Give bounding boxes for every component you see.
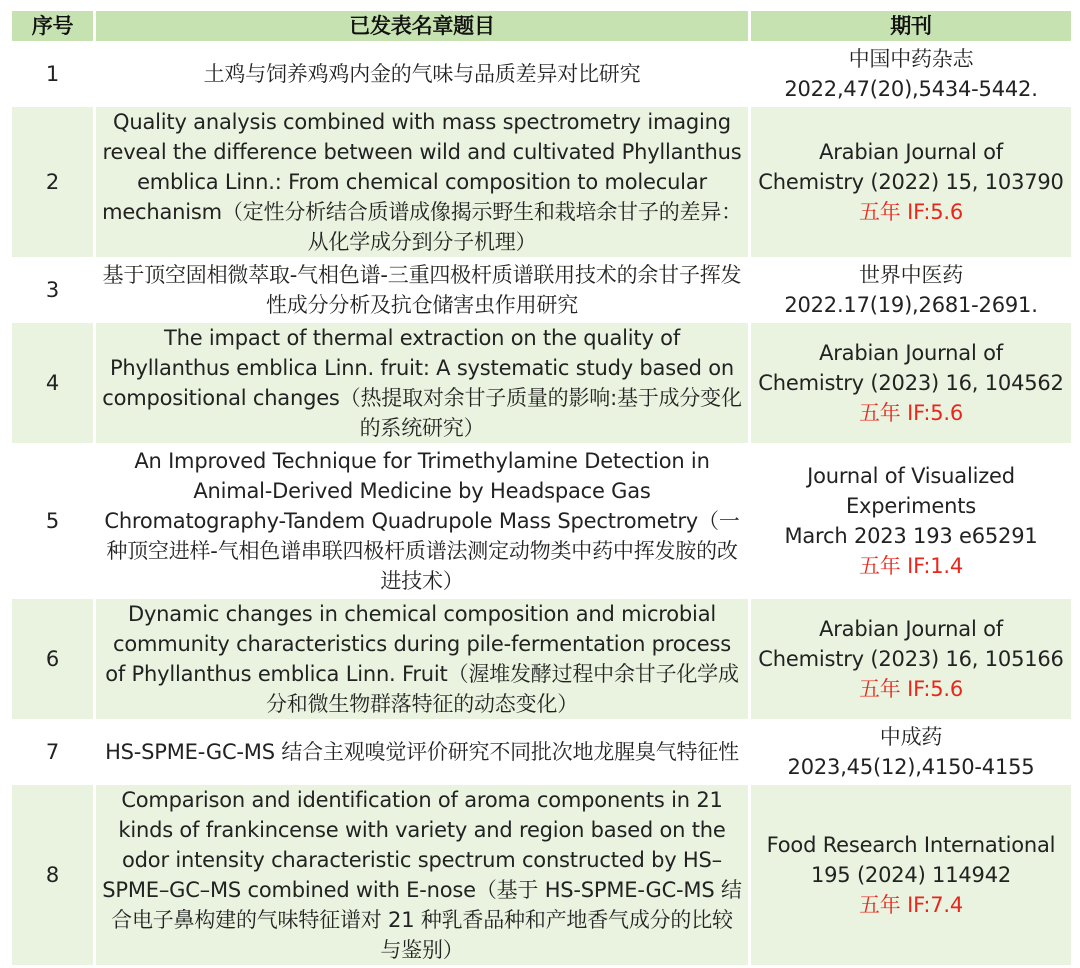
row-journal xyxy=(750,322,1073,445)
row-title: The impact of thermal extraction on the quality of Phyllanthus emblica Linn. fruit: A systematic study based on compositional changes（热提取对余甘子质量的影响:基于成分变化的系统研究） xyxy=(95,322,750,445)
header-index: 序号 xyxy=(11,10,95,43)
journal-line: March 2023 193 e65291 xyxy=(784,524,1038,548)
table-row xyxy=(11,322,1073,445)
publications-table xyxy=(9,8,1074,968)
row-title: An Improved Technique for Trimethylamine Detection in Animal-Derived Medicine by Headspace Gas Chromatography-Tandem Quadrupole Mass Spectrometry（一种顶空进样-气相色谱串联四极杆质谱法测定动物类中药中挥发胺的改进技术） xyxy=(95,445,750,598)
row-title: 基于顶空固相微萃取-气相色谱-三重四极杆质谱联用技术的余甘子挥发性成分分析及抗仓储害虫作用研究 xyxy=(95,259,750,322)
journal-line: Arabian Journal of xyxy=(819,617,1003,641)
journal-line: Chemistry (2023) 16, 105166 xyxy=(758,647,1064,671)
journal-line: 世界中医药 xyxy=(859,263,963,287)
row-index: 1 xyxy=(11,43,95,106)
row-title: Quality analysis combined with mass spectrometry imaging reveal the difference between wild and cultivated Phyllanthus emblica Linn.: From chemical composition to molecular mechanism（定性分析结合质谱成像揭示野生和栽培余甘子的差异：从化学成分到分子机理） xyxy=(95,106,750,259)
journal-line: 中成药 xyxy=(879,725,943,749)
impact-factor: 五年 IF:7.4 xyxy=(859,893,963,917)
table-row xyxy=(11,598,1073,721)
table-row xyxy=(11,445,1073,598)
journal-line: Chemistry (2023) 16, 104562 xyxy=(758,371,1064,395)
row-journal xyxy=(750,721,1073,784)
row-title: Dynamic changes in chemical composition and microbial community characteristics during pile-fermentation process of Phyllanthus emblica Linn. Fruit（渥堆发酵过程中余甘子化学成分和微生物群落特征的动态变化） xyxy=(95,598,750,721)
row-title: HS-SPME-GC-MS 结合主观嗅觉评价研究不同批次地龙腥臭气特征性 xyxy=(95,721,750,784)
table-row xyxy=(11,43,1073,106)
header-title: 已发表名章题目 xyxy=(95,10,750,43)
impact-factor: 五年 IF:1.4 xyxy=(859,554,963,578)
table-row xyxy=(11,259,1073,322)
journal-line: Chemistry (2022) 15, 103790 xyxy=(758,170,1064,194)
journal-line: Journal of Visualized xyxy=(807,464,1015,488)
row-index: 4 xyxy=(11,322,95,445)
table-header-row xyxy=(11,10,1073,43)
row-title: 土鸡与饲养鸡鸡内金的气味与品质差异对比研究 xyxy=(95,43,750,106)
row-index: 5 xyxy=(11,445,95,598)
row-journal xyxy=(750,259,1073,322)
impact-factor: 五年 IF:5.6 xyxy=(859,677,963,701)
journal-line: Arabian Journal of xyxy=(819,341,1003,365)
journal-line: 中国中药杂志 xyxy=(848,47,974,71)
row-index: 2 xyxy=(11,106,95,259)
journal-line: 2022,47(20),5434-5442. xyxy=(784,77,1038,101)
row-index: 7 xyxy=(11,721,95,784)
journal-line: 2022.17(19),2681-2691. xyxy=(784,293,1038,317)
table-row xyxy=(11,784,1073,967)
row-index: 3 xyxy=(11,259,95,322)
impact-factor: 五年 IF:5.6 xyxy=(859,401,963,425)
journal-line: 2023,45(12),4150-4155 xyxy=(787,755,1035,779)
row-journal xyxy=(750,43,1073,106)
row-title: Comparison and identification of aroma components in 21 kinds of frankincense with variety and region based on the odor intensity characteristic spectrum constructed by HS–SPME–GC–MS combined with E-nose（基于 HS-SPME-GC-MS 结合电子鼻构建的气味特征谱对 21 种乳香品种和产地香气成分的比较与鉴别） xyxy=(95,784,750,967)
header-journal: 期刊 xyxy=(750,10,1073,43)
journal-line: Arabian Journal of xyxy=(819,140,1003,164)
row-journal xyxy=(750,106,1073,259)
journal-line: Experiments xyxy=(845,494,977,518)
row-index: 8 xyxy=(11,784,95,967)
journal-line: 195 (2024) 114942 xyxy=(810,863,1012,887)
row-journal xyxy=(750,598,1073,721)
row-index: 6 xyxy=(11,598,95,721)
journal-line: Food Research International xyxy=(766,833,1056,857)
table-row xyxy=(11,721,1073,784)
row-journal xyxy=(750,784,1073,967)
row-journal xyxy=(750,445,1073,598)
table-row xyxy=(11,106,1073,259)
impact-factor: 五年 IF:5.6 xyxy=(859,200,963,224)
